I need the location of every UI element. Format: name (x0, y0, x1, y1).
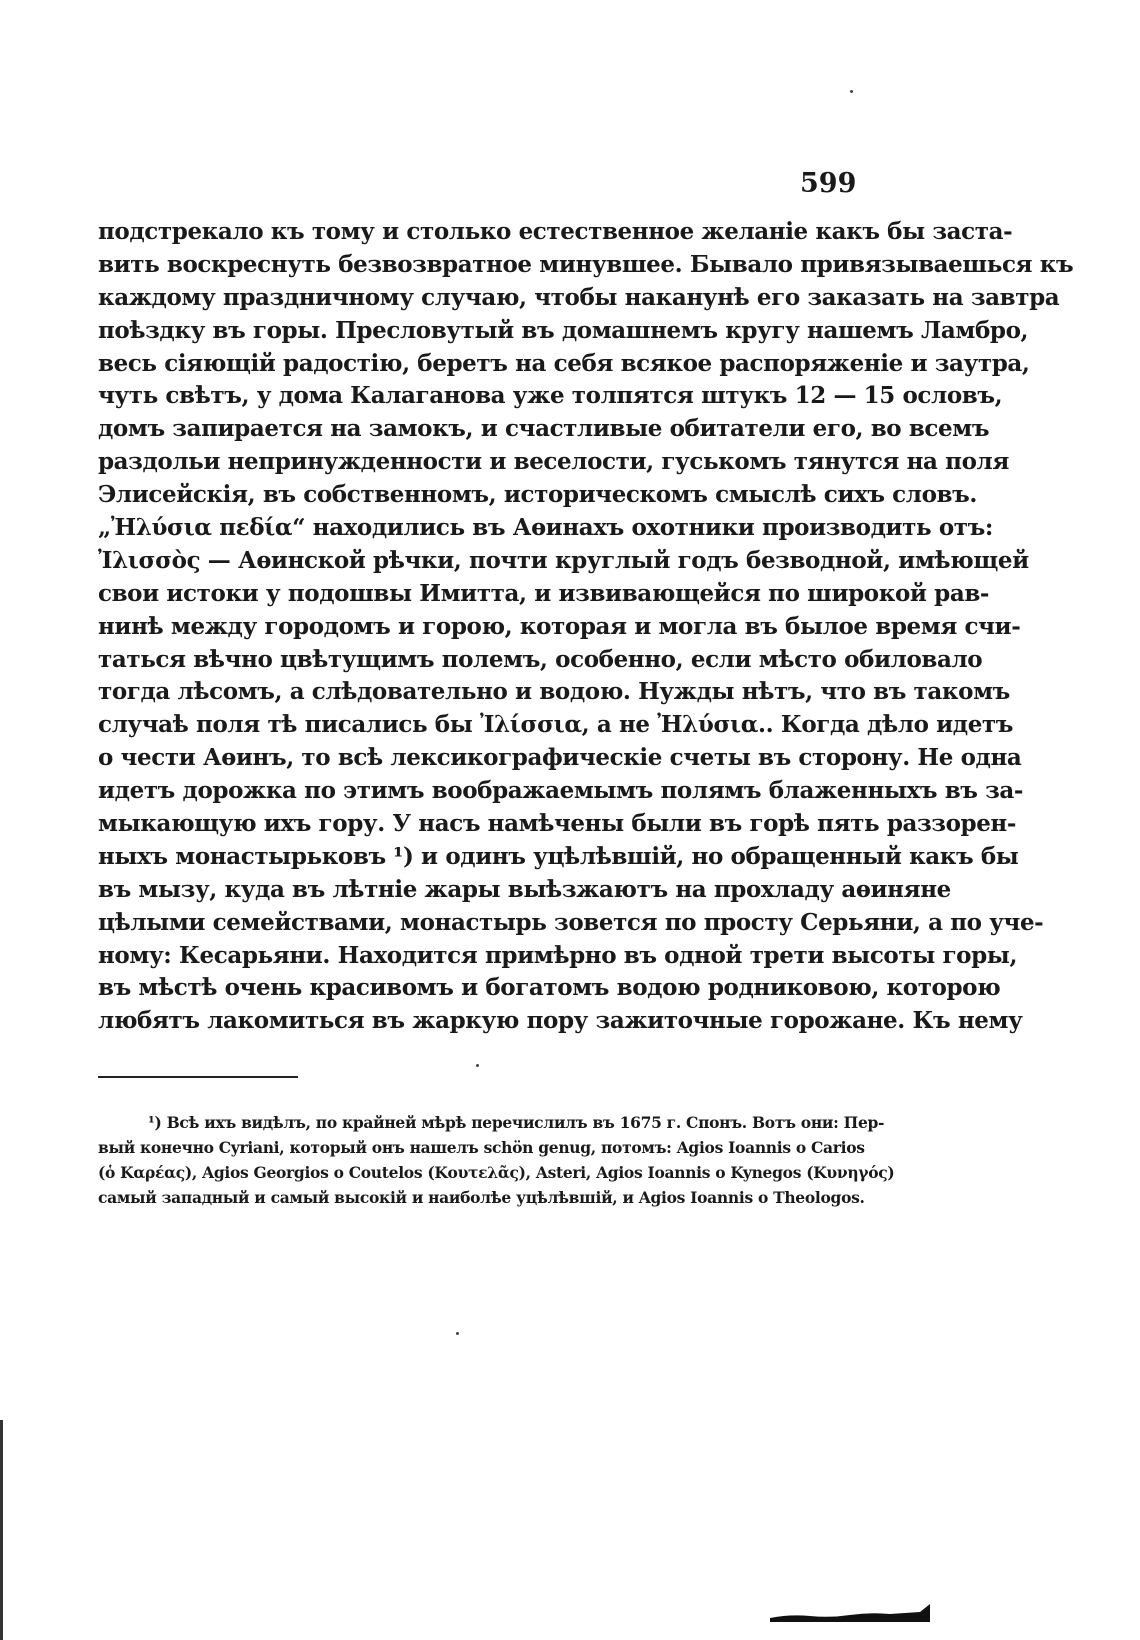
text-line: поѣздку въ горы. Пресловутый въ домашнемъ кругу нашемъ Ламбро, (98, 316, 1029, 344)
text-line: каждому праздничному случаю, чтобы наканунѣ его заказать на завтра (98, 283, 1060, 311)
footnote-line: (ὁ Καρέας), Agios Georgios o Coutelos (Κουτελᾶς), Asteri, Agios Ioannis o Kynegos (Κυνηγός) (98, 1163, 895, 1182)
text-line: вить воскреснуть безвозвратное минувшее. Бывало привязываешься къ (98, 250, 1074, 278)
scan-edge-mark (0, 1420, 3, 1640)
scan-speck (850, 90, 853, 93)
text-line: мыкающую ихъ гору. У насъ намѣчены были въ горѣ пять раззорен- (98, 810, 1017, 838)
footnote-divider (98, 1076, 298, 1078)
footnote-line: самый западный и самый высокій и наиболѣе уцѣлѣвшій, и Agios Ioannis o Theologos. (98, 1188, 865, 1207)
text-line: домъ запирается на замокъ, и счастливые обитатели его, во всемъ (98, 415, 990, 443)
text-line: любятъ лакомиться въ жаркую пору зажиточные горожане. Къ нему (98, 1007, 1023, 1035)
text-line: въ мѣстѣ очень красивомъ и богатомъ водою родниковою, которою (98, 974, 1001, 1002)
footnote-line: вый конечно Cyriani, который онъ нашелъ schön genug, потомъ: Agios Ioannis o Carios (98, 1138, 865, 1157)
text-line: случаѣ поля тѣ писались бы Ἰλίσσια, а не Ἠλύσια.. Когда дѣло идетъ (98, 711, 1014, 739)
text-line: ныхъ монастырьковъ ¹) и одинъ уцѣлѣвшій, но обращенный какъ бы (98, 842, 1019, 870)
page-number: 599 (800, 168, 857, 199)
text-line: чуть свѣтъ, у дома Калаганова уже толпятся штукъ 12 — 15 ословъ, (98, 382, 1003, 410)
text-line: въ мызу, куда въ лѣтніе жары выѣзжаютъ на прохладу аѳиняне (98, 875, 951, 903)
text-line: подстрекало къ тому и столько естественное желаніе какъ бы заста- (98, 218, 1013, 245)
text-line: раздольи непринужденности и веселости, гуськомъ тянутся на поля (98, 448, 1009, 476)
text-line: ному: Кесарьяни. Находится примѣрно въ одной трети высоты горы, (98, 941, 1018, 969)
text-line: таться вѣчно цвѣтущимъ полемъ, особенно, если мѣсто обиловало (98, 645, 983, 673)
text-line: „Ἠλύσια πεδία“ находились въ Аѳинахъ охотники производить отъ: (98, 514, 993, 542)
scan-smudge (770, 1600, 930, 1622)
text-line: весь сіяющій радостію, беретъ на себя всякое распоряженіе и заутра, (98, 349, 1030, 377)
text-line: тогда лѣсомъ, а слѣдовательно и водою. Нужды нѣтъ, что въ такомъ (98, 678, 1010, 706)
text-line: о чести Аѳинъ, то всѣ лексикографическіе счеты въ сторону. Не одна (98, 744, 1022, 772)
text-line: Элисейскія, въ собственномъ, историческомъ смыслѣ сихъ словъ. (98, 481, 977, 509)
text-line: нинѣ между городомъ и горою, которая и могла въ былое время счи- (98, 612, 1021, 640)
scan-speck (456, 1332, 459, 1335)
body-text (98, 216, 1074, 1038)
footnote-line: ¹) Всѣ ихъ видѣлъ, по крайней мѣрѣ перечислилъ въ 1675 г. Спонъ. Вотъ они: Пер- (148, 1113, 885, 1132)
text-line: свои истоки у подошвы Имитта, и извивающейся по широкой рав- (98, 579, 990, 607)
scan-speck (476, 1064, 479, 1067)
text-line: идетъ дорожка по этимъ воображаемымъ полямъ блаженныхъ въ за- (98, 777, 1024, 805)
text-line: Ἰλισσὸς — Аѳинской рѣчки, почти круглый годъ безводной, имѣющей (98, 546, 1029, 574)
text-line: цѣлыми семействами, монастырь зовется по просту Серьяни, а по уче- (98, 908, 1044, 936)
footnote (98, 1110, 895, 1210)
